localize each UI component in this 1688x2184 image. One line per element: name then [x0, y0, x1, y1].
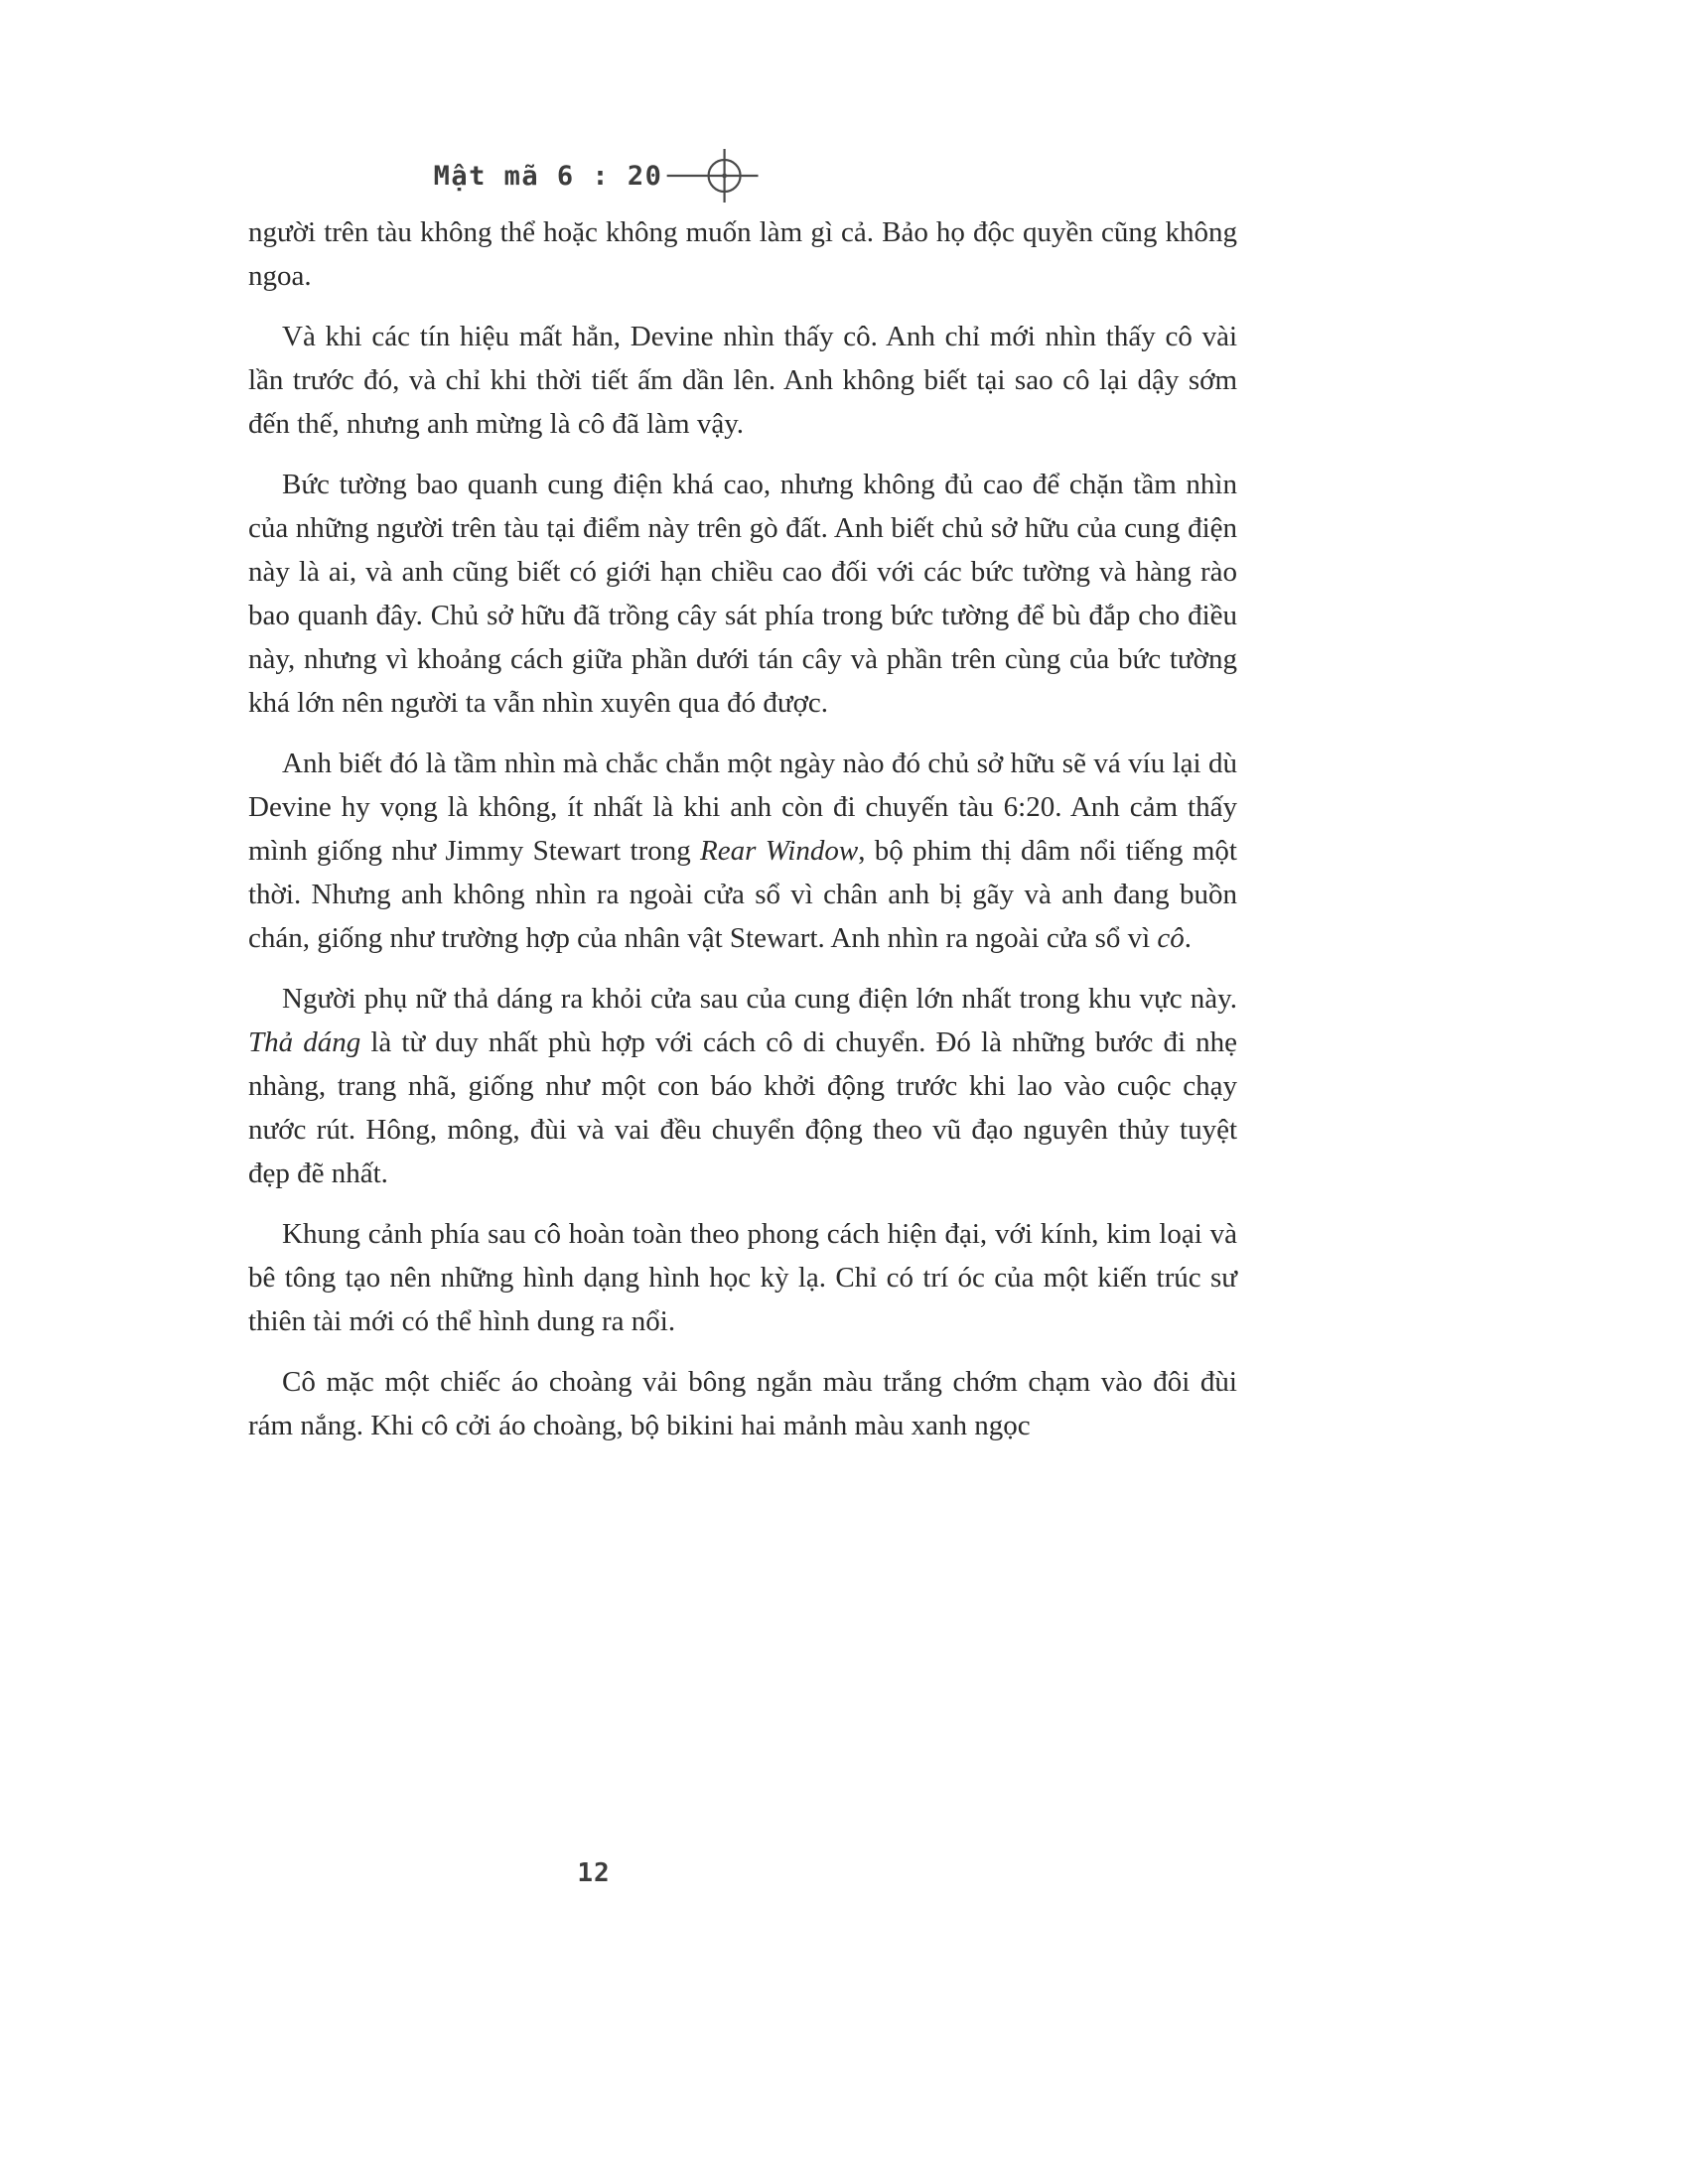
paragraph-7: Cô mặc một chiếc áo choàng vải bông ngắn màu trắng chớm chạm vào đôi đùi rám nắng. Khi cô cởi áo choàng, bộ bikini hai mảnh màu xanh ngọc: [248, 1366, 1237, 1441]
paragraph-6: Khung cảnh phía sau cô hoàn toàn theo phong cách hiện đại, với kính, kim loại và bê tông tạo nên những hình dạng hình học kỳ lạ. Chỉ có trí óc của một kiến trúc sư thiên tài mới có thể hình dung ra nổi.: [248, 1218, 1237, 1337]
running-header: [434, 145, 759, 206]
book-title: Mật mã 6 : 20: [433, 160, 663, 192]
paragraph-2: Và khi các tín hiệu mất hẳn, Devine nhìn thấy cô. Anh chỉ mới nhìn thấy cô vài lần trước đó, và chỉ khi thời tiết ấm dần lên. Anh không biết tại sao cô lại dậy sớm đến thế, nhưng anh mừng là cô đã làm vậy.: [248, 321, 1237, 440]
paragraph-1: người trên tàu không thể hoặc không muốn làm gì cả. Bảo họ độc quyền cũng không ngoa.: [248, 216, 1237, 292]
crosshair-icon: [666, 145, 758, 206]
paragraph-3: Bức tường bao quanh cung điện khá cao, nhưng không đủ cao để chặn tầm nhìn của những người trên tàu tại điểm này trên gò đất. Anh biết chủ sở hữu của cung điện này là ai, và anh cũng biết có giới hạn chiều cao đối với các bức tường và hàng rào bao quanh đây. Chủ sở hữu đã trồng cây sát phía trong bức tường để bù đắp cho điều này, nhưng vì khoảng cách giữa phần dưới tán cây và phần trên cùng của bức tường khá lớn nên người ta vẫn nhìn xuyên qua đó được.: [248, 469, 1237, 719]
paragraph-5: Người phụ nữ thả dáng ra khỏi cửa sau của cung điện lớn nhất trong khu vực này. Thả dáng là từ duy nhất phù hợp với cách cô di chuyển. Đó là những bước đi nhẹ nhàng, trang nhã, giống như một con báo khởi động trước khi lao vào cuộc chạy nước rút. Hông, mông, đùi và vai đều chuyển động theo vũ đạo nguyên thủy tuyệt đẹp đẽ nhất.: [248, 983, 1237, 1189]
page-number: 12: [577, 1858, 611, 1888]
text-block: [248, 210, 1237, 1464]
paragraph-4: Anh biết đó là tầm nhìn mà chắc chắn một ngày nào đó chủ sở hữu sẽ vá víu lại dù Devine hy vọng là không, ít nhất là khi anh còn đi chuyến tàu 6:20. Anh cảm thấy mình giống như Jimmy Stewart trong Rear Window, bộ phim thị dâm nổi tiếng một thời. Nhưng anh không nhìn ra ngoài cửa sổ vì chân anh bị gãy và anh đang buồn chán, giống như trường hợp của nhân vật Stewart. Anh nhìn ra ngoài cửa sổ vì cô.: [248, 748, 1237, 954]
